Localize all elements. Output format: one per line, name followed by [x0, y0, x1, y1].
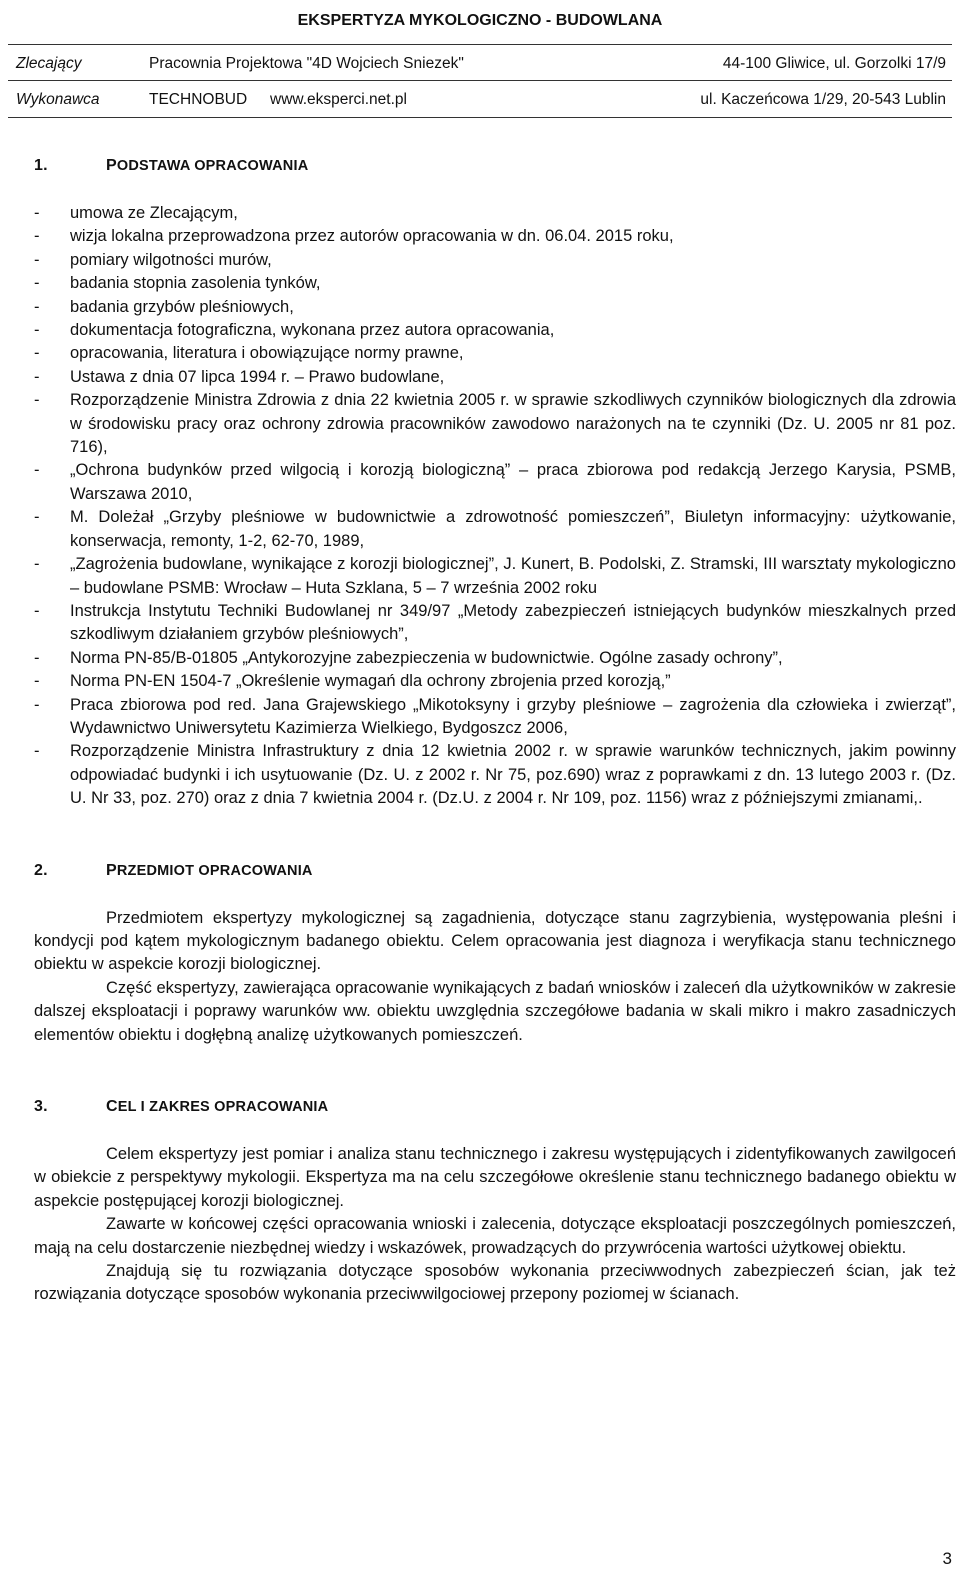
paragraph: Znajdują się tu rozwiązania dotyczące sposobów wykonania przeciwwodnych zabezpieczeń ścian, jak też rozwiązania dotyczące sposobów wykonania przeciwwilgociowej przepony poziomej w ścianach. [34, 1262, 956, 1304]
section-heading: 1. PODSTAWA OPRACOWANIA [34, 154, 956, 178]
section-number: 3. [34, 1098, 48, 1115]
client-name: Pracownia Projektowa "4D Wojciech Sniezek" [149, 55, 464, 72]
section-number: 2. [34, 861, 48, 879]
section-heading: 3. CEL I ZAKRES OPRACOWANIA [34, 1095, 956, 1119]
list-item: - umowa ze Zlecającym, [34, 202, 956, 225]
header-title: EKSPERTYZA MYKOLOGICZNO - BUDOWLANA [297, 12, 663, 29]
client-role-label: Zlecający [16, 55, 82, 72]
list-item: - „Ochrona budynków przed wilgocią i korozją biologiczną” – praca zbiorowa pod redakcją Jerzego Karysia, PSMB, Warszawa 2010, [34, 459, 956, 506]
paragraph: Przedmiotem ekspertyzy mykologicznej są zagadnienia, dotyczące stanu zagrzybienia, występowania pleśni i kondycji pod kątem mykologicznym badanego obiektu. Celem opracowania jest diagnoza i weryfikacja stanu technicznego obiektu w aspekcie korozji biologicznej. [34, 908, 956, 974]
list-item: - dokumentacja fotograficzna, wykonana przez autora opracowania, [34, 319, 956, 342]
header-divider [8, 80, 952, 81]
list-item: - Ustawa z dnia 07 lipca 1994 r. – Prawo budowlane, [34, 366, 956, 389]
paragraph: Zawarte w końcowej części opracowania wnioski i zalecenia, dotyczące eksploatacji poszczególnych pomieszczeń, mają na celu dostarczenie niezbędnej wiedzy i wskazówek, prowadzących do przywrócenia wartości użytkowej obiektu. [34, 1215, 956, 1257]
client-address: 44-100 Gliwice, ul. Gorzolki 17/9 [722, 55, 946, 72]
paragraph: Celem ekspertyzy jest pomiar i analiza stanu technicznego i zakresu występujących i zidentyfikowanych zawilgoceń w obiekcie z perspektywy mykologii. Ekspertyza ma na celu szczegółowe określenie stanu technicznego badanego obiektu w aspekcie postępującej korozji biologicznej. [34, 1145, 956, 1210]
list-item: - badania stopnia zasolenia tynków, [34, 272, 956, 295]
list-item: - pomiary wilgotności murów, [34, 249, 956, 272]
basis-list [34, 202, 956, 811]
paragraph: Część ekspertyzy, zawierająca opracowanie wynikających z badań wniosków i zaleceń dla użytkowników w zakresie dalszej eksploatacji i poprawy warunków ww. obiektu uwzględnia szczegółowe badania w skali mikro i makro zasadniczych elementów obiektu i dogłębną analizę użytkowanych pomieszczeń. [34, 978, 956, 1044]
header-divider [8, 44, 952, 45]
contractor-role-label: Wykonawca [16, 91, 100, 108]
header-client-row [16, 55, 946, 77]
list-item: - „Zagrożenia budowlane, wynikające z korozji biologicznej”, J. Kunert, B. Podolski, Z. Stramski, III warsztaty mykologiczno – budowlane PSMB: Wrocław – Huta Szklana, 5 – 7 września 2002 roku [34, 553, 956, 600]
list-item: - badania grzybów pleśniowych, [34, 296, 956, 319]
contractor-name: TECHNOBUD [149, 91, 248, 108]
list-item: - Norma PN-EN 1504-7 „Określenie wymagań dla ochrony zbrojenia przed korozją,” [34, 670, 956, 693]
list-item: - wizja lokalna przeprowadzona przez autorów opracowania w dn. 06.04. 2015 roku, [34, 225, 956, 248]
list-item: - Praca zbiorowa pod red. Jana Grajewskiego „Mikotoksyny i grzyby pleśniowe – zagrożenia dla człowieka i zwierząt”, Wydawnictwo Uniwersytetu Kazimierza Wielkiego, Bydgoszcz 2006, [34, 694, 956, 741]
list-item: - Instrukcja Instytutu Techniki Budowlanej nr 349/97 „Metody zabezpieczeń istniejących budynków mieszkalnych przed szkodliwym działaniem grzybów pleśniowych”, [34, 600, 956, 647]
list-item: - Rozporządzenie Ministra Infrastruktury z dnia 12 kwietnia 2002 r. w sprawie warunków technicznych, jakim powinny odpowiadać budynki i ich usytuowanie (Dz. U. z 2002 r. Nr 75, poz.690) wraz z poprawkami z dn. 13 lutego 2003 r. (Dz. U. Nr 33, poz. 270) oraz z dnia 7 kwietnia 2004 r. (Dz.U. z 2004 r. Nr 109, poz. 1156) wraz z późniejszymi zmianami,. [34, 740, 956, 810]
contractor-address: ul. Kaczeńcowa 1/29, 20-543 Lublin [700, 91, 946, 108]
document-header [0, 0, 960, 122]
header-divider [8, 117, 952, 118]
contractor-website: www.eksperci.net.pl [270, 91, 407, 108]
header-contractor-row [16, 91, 946, 113]
list-item: - Norma PN-85/B-01805 „Antykorozyjne zabezpieczenia w budownictwie. Ogólne zasady ochrony”, [34, 647, 956, 670]
page-number: 3 [942, 1549, 952, 1568]
section-heading: 2. PRZEDMIOT OPRACOWANIA [34, 859, 956, 883]
list-item: - opracowania, literatura i obowiązujące normy prawne, [34, 342, 956, 365]
list-item: - M. Doleżał „Grzyby pleśniowe w budownictwie a zdrowotność pomieszczeń”, Biuletyn informacyjny: użytkowanie, konserwacja, remonty, 1-2, 62-70, 1989, [34, 506, 956, 553]
list-item: - Rozporządzenie Ministra Zdrowia z dnia 22 kwietnia 2005 r. w sprawie szkodliwych czynników biologicznych dla zdrowia w środowisku pracy oraz ochrony zdrowia pracowników zawodowo narażonych na te czynniki (Dz. U. 2005 nr 81 poz. 716), [34, 389, 956, 459]
document-body [34, 154, 956, 1307]
section-number: 1. [34, 157, 48, 174]
